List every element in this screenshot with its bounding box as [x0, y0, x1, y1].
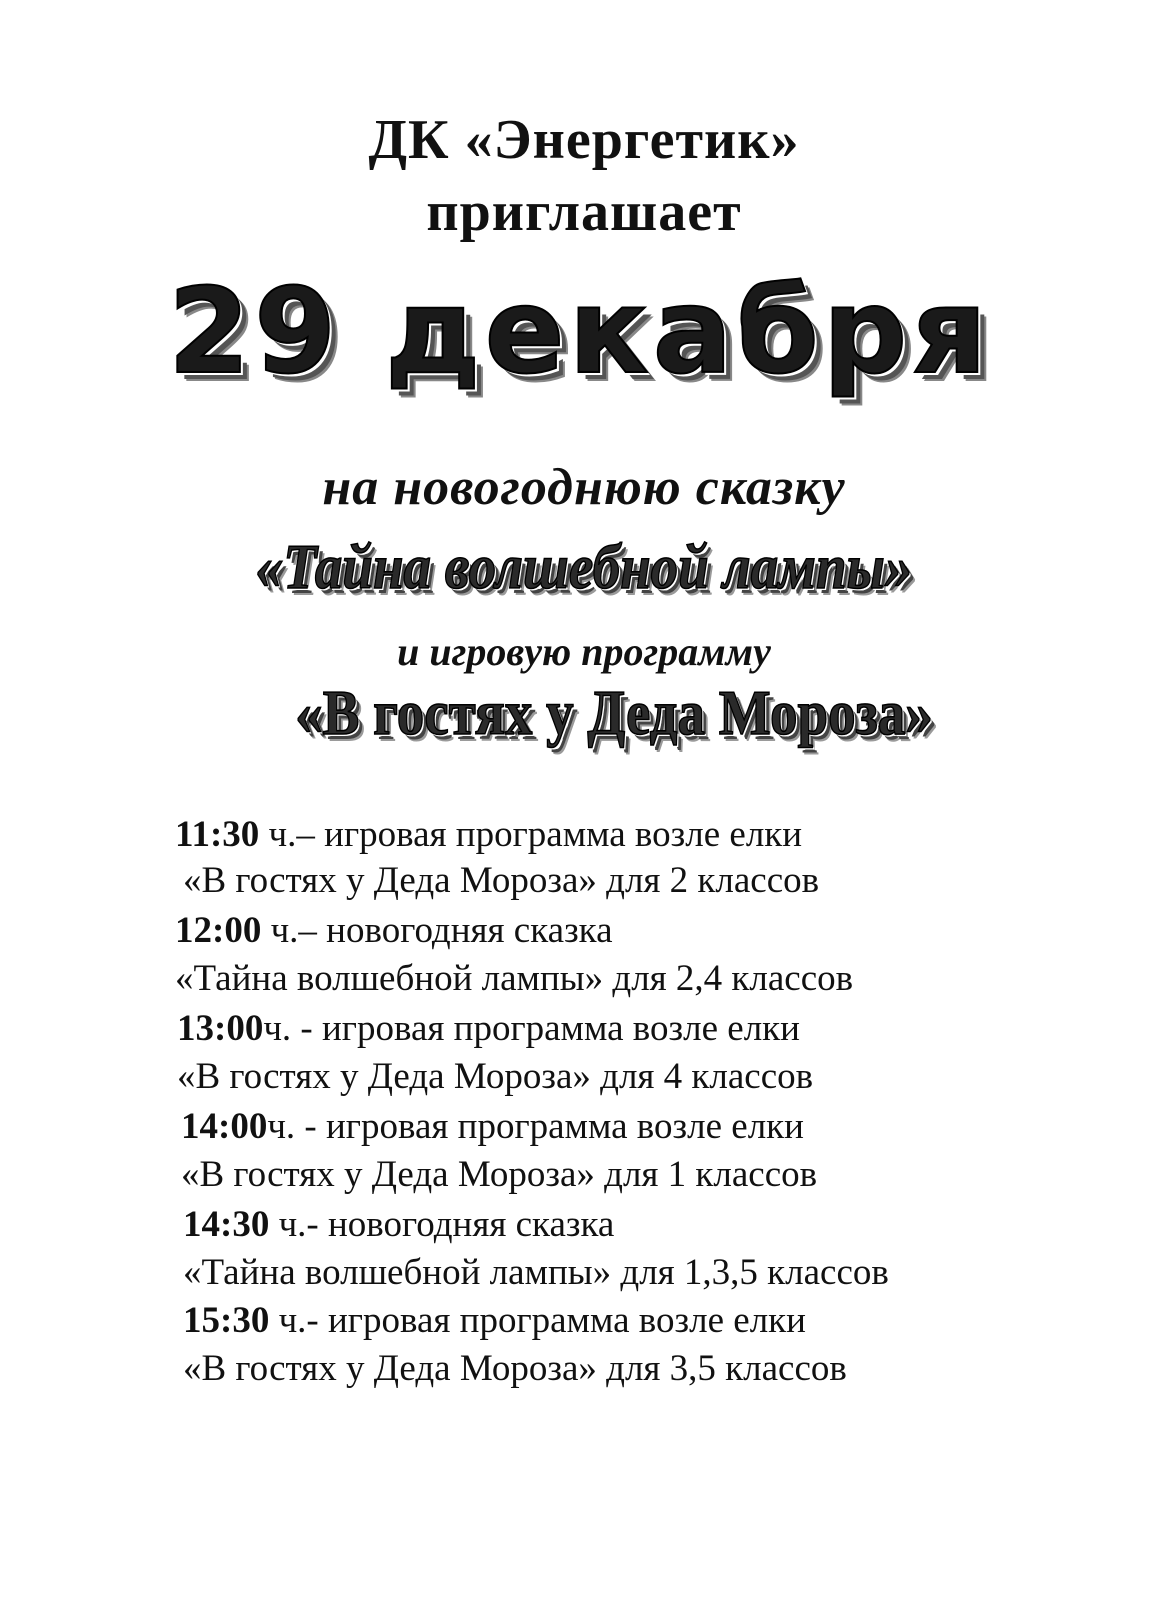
schedule-activity: ч.– новогодняя сказка [261, 910, 613, 951]
tale-intro: на новогоднюю сказку [322, 459, 846, 516]
schedule-item-time-line [175, 816, 802, 853]
schedule-activity: ч.- игровая программа возле елки [269, 1300, 806, 1341]
schedule-time: 15:30 [183, 1300, 270, 1341]
schedule-item-time-line [177, 1010, 800, 1047]
schedule-time: 14:00 [181, 1106, 268, 1147]
schedule-time: 14:30 [183, 1204, 270, 1245]
schedule-time: 11:30 [175, 814, 260, 855]
tale-title: «Тайна волшебной лампы» [255, 531, 913, 602]
event-date: 29 декабря [168, 262, 991, 400]
schedule-time: 12:00 [175, 910, 262, 951]
schedule-item-time-line [181, 1108, 804, 1145]
schedule-item-detail: «Тайна волшебной лампы» для 2,4 классов [175, 958, 854, 999]
schedule-time: 13:00 [177, 1008, 264, 1049]
schedule-activity: ч.– игровая программа возле елки [259, 814, 803, 855]
organizer-name: ДК «Энергетик» [368, 109, 800, 171]
schedule-item-detail: «В гостях у Деда Мороза» для 2 классов [183, 860, 820, 901]
schedule-item-time-line [183, 1206, 614, 1243]
schedule-activity: ч. - игровая программа возле елки [263, 1008, 800, 1049]
schedule-activity: ч.- новогодняя сказка [269, 1204, 615, 1245]
program-intro: и игровую программу [397, 629, 771, 674]
schedule-item-detail: «В гостях у Деда Мороза» для 3,5 классов [183, 1348, 847, 1389]
schedule-item-time-line [175, 912, 613, 949]
invites-text: приглашает [426, 181, 742, 243]
program-title: «В гостях у Деда Мороза» [295, 677, 933, 748]
schedule-item-detail: «В гостях у Деда Мороза» для 4 классов [177, 1056, 814, 1097]
schedule-item-time-line [183, 1302, 806, 1339]
schedule-item-detail: «Тайна волшебной лампы» для 1,3,5 классов [183, 1252, 889, 1293]
schedule-item-detail: «В гостях у Деда Мороза» для 1 классов [181, 1154, 818, 1195]
schedule-activity: ч. - игровая программа возле елки [267, 1106, 804, 1147]
